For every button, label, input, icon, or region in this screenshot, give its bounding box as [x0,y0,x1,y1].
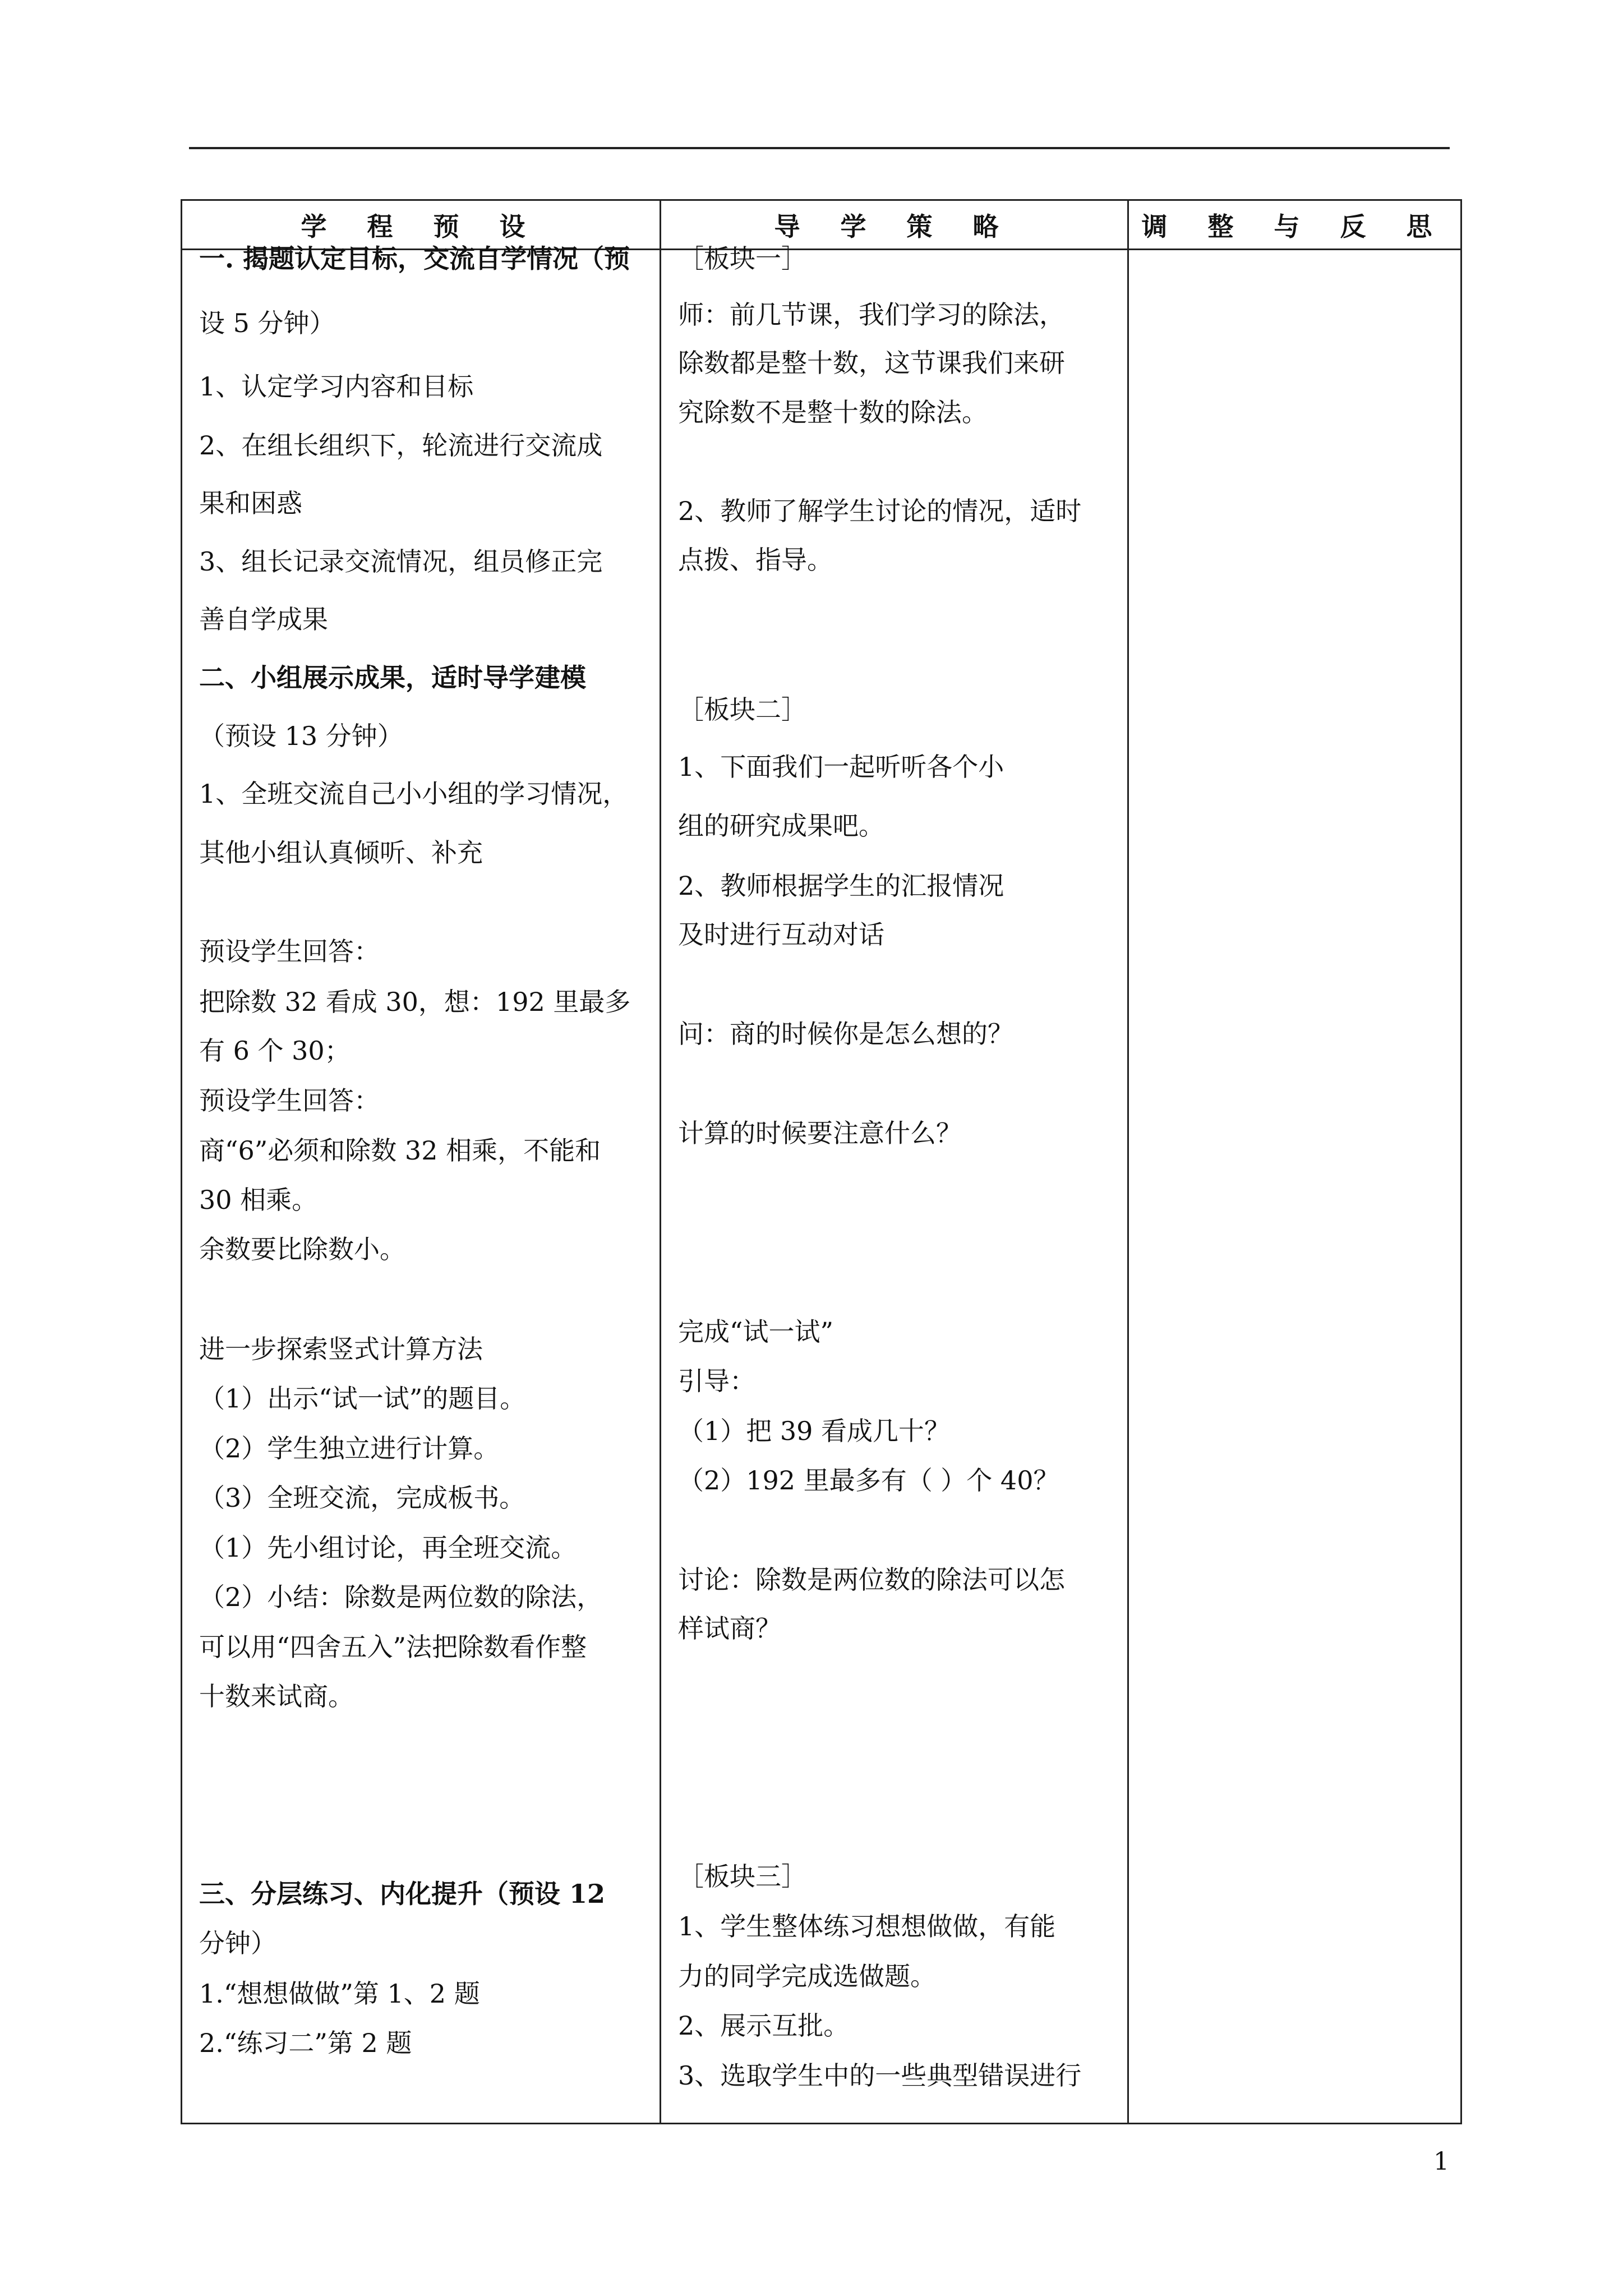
learning-process-line: 预设学生回答： [199,936,380,967]
guidance-strategy-line: （2）192 里最多有（ ）个 40？ [678,1465,1059,1496]
learning-process-line: 3、组长记录交流情况，组员修正完 [199,546,603,577]
guidance-strategy-line: 2、展示互批。 [678,2010,850,2041]
guidance-strategy-line: ［板块二］ [678,694,807,725]
guidance-strategy-line: 样试商？ [678,1613,781,1644]
learning-process-line: 余数要比除数小。 [199,1234,405,1264]
learning-process-line: 可以用“四舍五入”法把除数看作整 [199,1632,587,1662]
guidance-strategy-line: 2、教师了解学生讨论的情况，适时 [678,496,1082,526]
page-number: 1 [1433,2147,1449,2176]
header-rule [189,147,1450,149]
learning-process-line: 30 相乘。 [199,1185,318,1215]
header-learning-process: 学 程 预 设 [182,200,661,250]
guidance-strategy-line: 除数都是整十数，这节课我们来研 [678,348,1065,378]
guidance-strategy-line: 组的研究成果吧。 [678,811,884,841]
header-guidance-strategy: 导 学 策 略 [661,200,1128,250]
guidance-strategy-line: （1）把 39 看成几十？ [678,1416,951,1446]
guidance-strategy-line: ［板块一］ [678,243,807,274]
guidance-strategy-line: 力的同学完成选做题。 [678,1961,936,1991]
guidance-strategy-line: 讨论：除数是两位数的除法可以怎 [678,1565,1065,1595]
guidance-strategy-line: 及时进行互动对话 [678,919,884,950]
guidance-strategy-line: 究除数不是整十数的除法。 [678,397,988,427]
learning-process-line: （预设 13 分钟） [199,721,403,751]
learning-process-line: 二、小组展示成果，适时导学建模 [199,662,586,693]
guidance-strategy-line: 3、选取学生中的一些典型错误进行 [678,2060,1082,2091]
learning-process-line: 进一步探索竖式计算方法 [199,1334,483,1364]
learning-process-line: 有 6 个 30； [199,1036,351,1066]
learning-process-line: 分钟） [199,1928,276,1958]
learning-process-line: 1.“想想做做”第 1、2 题 [199,1978,480,2009]
learning-process-line: （2）学生独立进行计算。 [199,1433,500,1464]
learning-process-line: （1）先小组讨论，再全班交流。 [199,1533,577,1563]
learning-process-line: （1）出示“试一试”的题目。 [199,1383,526,1414]
column-guidance-strategy [661,243,1128,2124]
learning-process-line: 果和困惑 [199,488,302,518]
learning-process-line: （3）全班交流，完成板书。 [199,1483,525,1513]
learning-process-line: 一. 揭题认定目标，交流自学情况（预 [199,243,630,274]
learning-process-line: 善自学成果 [199,604,328,634]
header-adjustment-reflection: 调 整 与 反 思 [1128,200,1461,250]
guidance-strategy-line: 点拨、指导。 [678,545,833,575]
learning-process-line: 1、认定学习内容和目标 [199,371,474,402]
guidance-strategy-line: 师：前几节课，我们学习的除法， [678,300,1065,330]
learning-process-line: 设 5 分钟） [199,308,335,338]
learning-process-line: 十数来试商。 [199,1681,354,1711]
learning-process-line: 2.“练习二”第 2 题 [199,2028,412,2058]
guidance-strategy-line: 1、下面我们一起听听各个小 [678,752,1004,782]
learning-process-line: 其他小组认真倾听、补充 [199,838,483,868]
guidance-strategy-line: ［板块三］ [678,1861,807,1892]
lesson-plan-table [181,199,1462,2124]
learning-process-line: 三、分层练习、内化提升（预设 12 [199,1879,606,1909]
column-learning-process [182,243,661,2124]
guidance-strategy-line: 计算的时候要注意什么？ [678,1118,962,1148]
column-adjustment-reflection [1128,250,1461,2124]
learning-process-line: 1、全班交流自己小小组的学习情况， [199,779,629,809]
guidance-strategy-line: 引导： [678,1366,755,1396]
learning-process-line: （2）小结：除数是两位数的除法， [199,1582,603,1612]
guidance-strategy-line: 问：商的时候你是怎么想的？ [678,1019,1013,1049]
guidance-strategy-line: 1、学生整体练习想想做做，有能 [678,1911,1056,1941]
guidance-strategy-line: 完成“试一试” [678,1317,834,1347]
learning-process-line: 2、在组长组织下，轮流进行交流成 [199,430,603,461]
learning-process-line: 把除数 32 看成 30，想：192 里最多 [199,987,631,1017]
guidance-strategy-line: 2、教师根据学生的汇报情况 [678,871,1004,901]
learning-process-line: 商“6”必须和除数 32 相乘，不能和 [199,1135,601,1166]
learning-process-line: 预设学生回答： [199,1085,380,1116]
table-body-row [182,250,1461,2124]
